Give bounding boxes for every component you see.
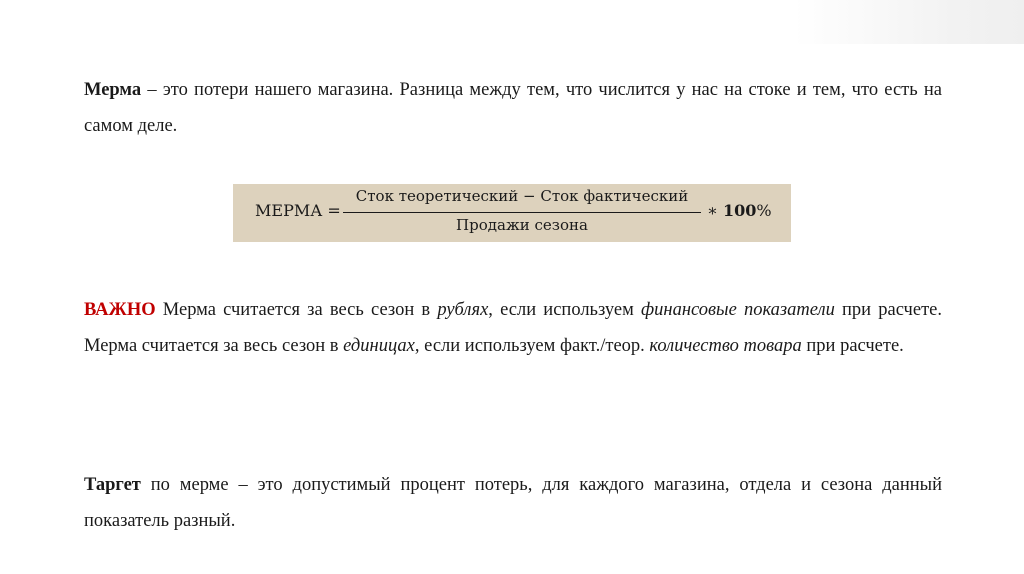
formula-fraction (343, 187, 701, 237)
definition-paragraph (84, 72, 942, 144)
important-text-3: при расчете. Мерма считается за весь сезон в (84, 300, 942, 356)
formula-unit: % (756, 201, 772, 220)
formula-box (233, 184, 791, 242)
important-text-4: , если используем факт./теор. (414, 336, 650, 356)
top-shade (794, 0, 1024, 44)
important-text-2: , если используем (488, 300, 642, 320)
important-label: ВАЖНО (84, 300, 156, 320)
important-italic-rubles: рублях (437, 300, 489, 320)
target-paragraph (84, 467, 942, 539)
formula-lhs: МЕРМА = (255, 201, 341, 220)
important-italic-financial: финансовые показатели (641, 300, 835, 320)
important-text-1: Мерма считается за весь сезон в (155, 300, 438, 320)
important-paragraph (84, 292, 942, 364)
formula-rhs (707, 201, 772, 220)
important-italic-quantity: количество товара (649, 336, 802, 356)
formula-value: 100 (722, 201, 757, 220)
fraction-bar (343, 212, 701, 213)
term-target: Таргет (84, 475, 141, 495)
target-text: по мерме – это допустимый процент потерь, для каждого магазина, отдела и сезона данный показатель разный. (84, 475, 942, 531)
formula-numerator: Сток теоретический − Сток фактический (355, 187, 689, 205)
term-merma: Мерма (84, 80, 142, 100)
important-text-5: при расчете. (801, 336, 904, 356)
formula-denominator: Продажи сезона (456, 216, 588, 234)
definition-text: – это потери нашего магазина. Разница между тем, что числится у нас на стоке и тем, что есть на самом деле. (84, 80, 942, 136)
formula-operator: ∗ (707, 201, 718, 220)
important-italic-units: единицах (343, 336, 415, 356)
